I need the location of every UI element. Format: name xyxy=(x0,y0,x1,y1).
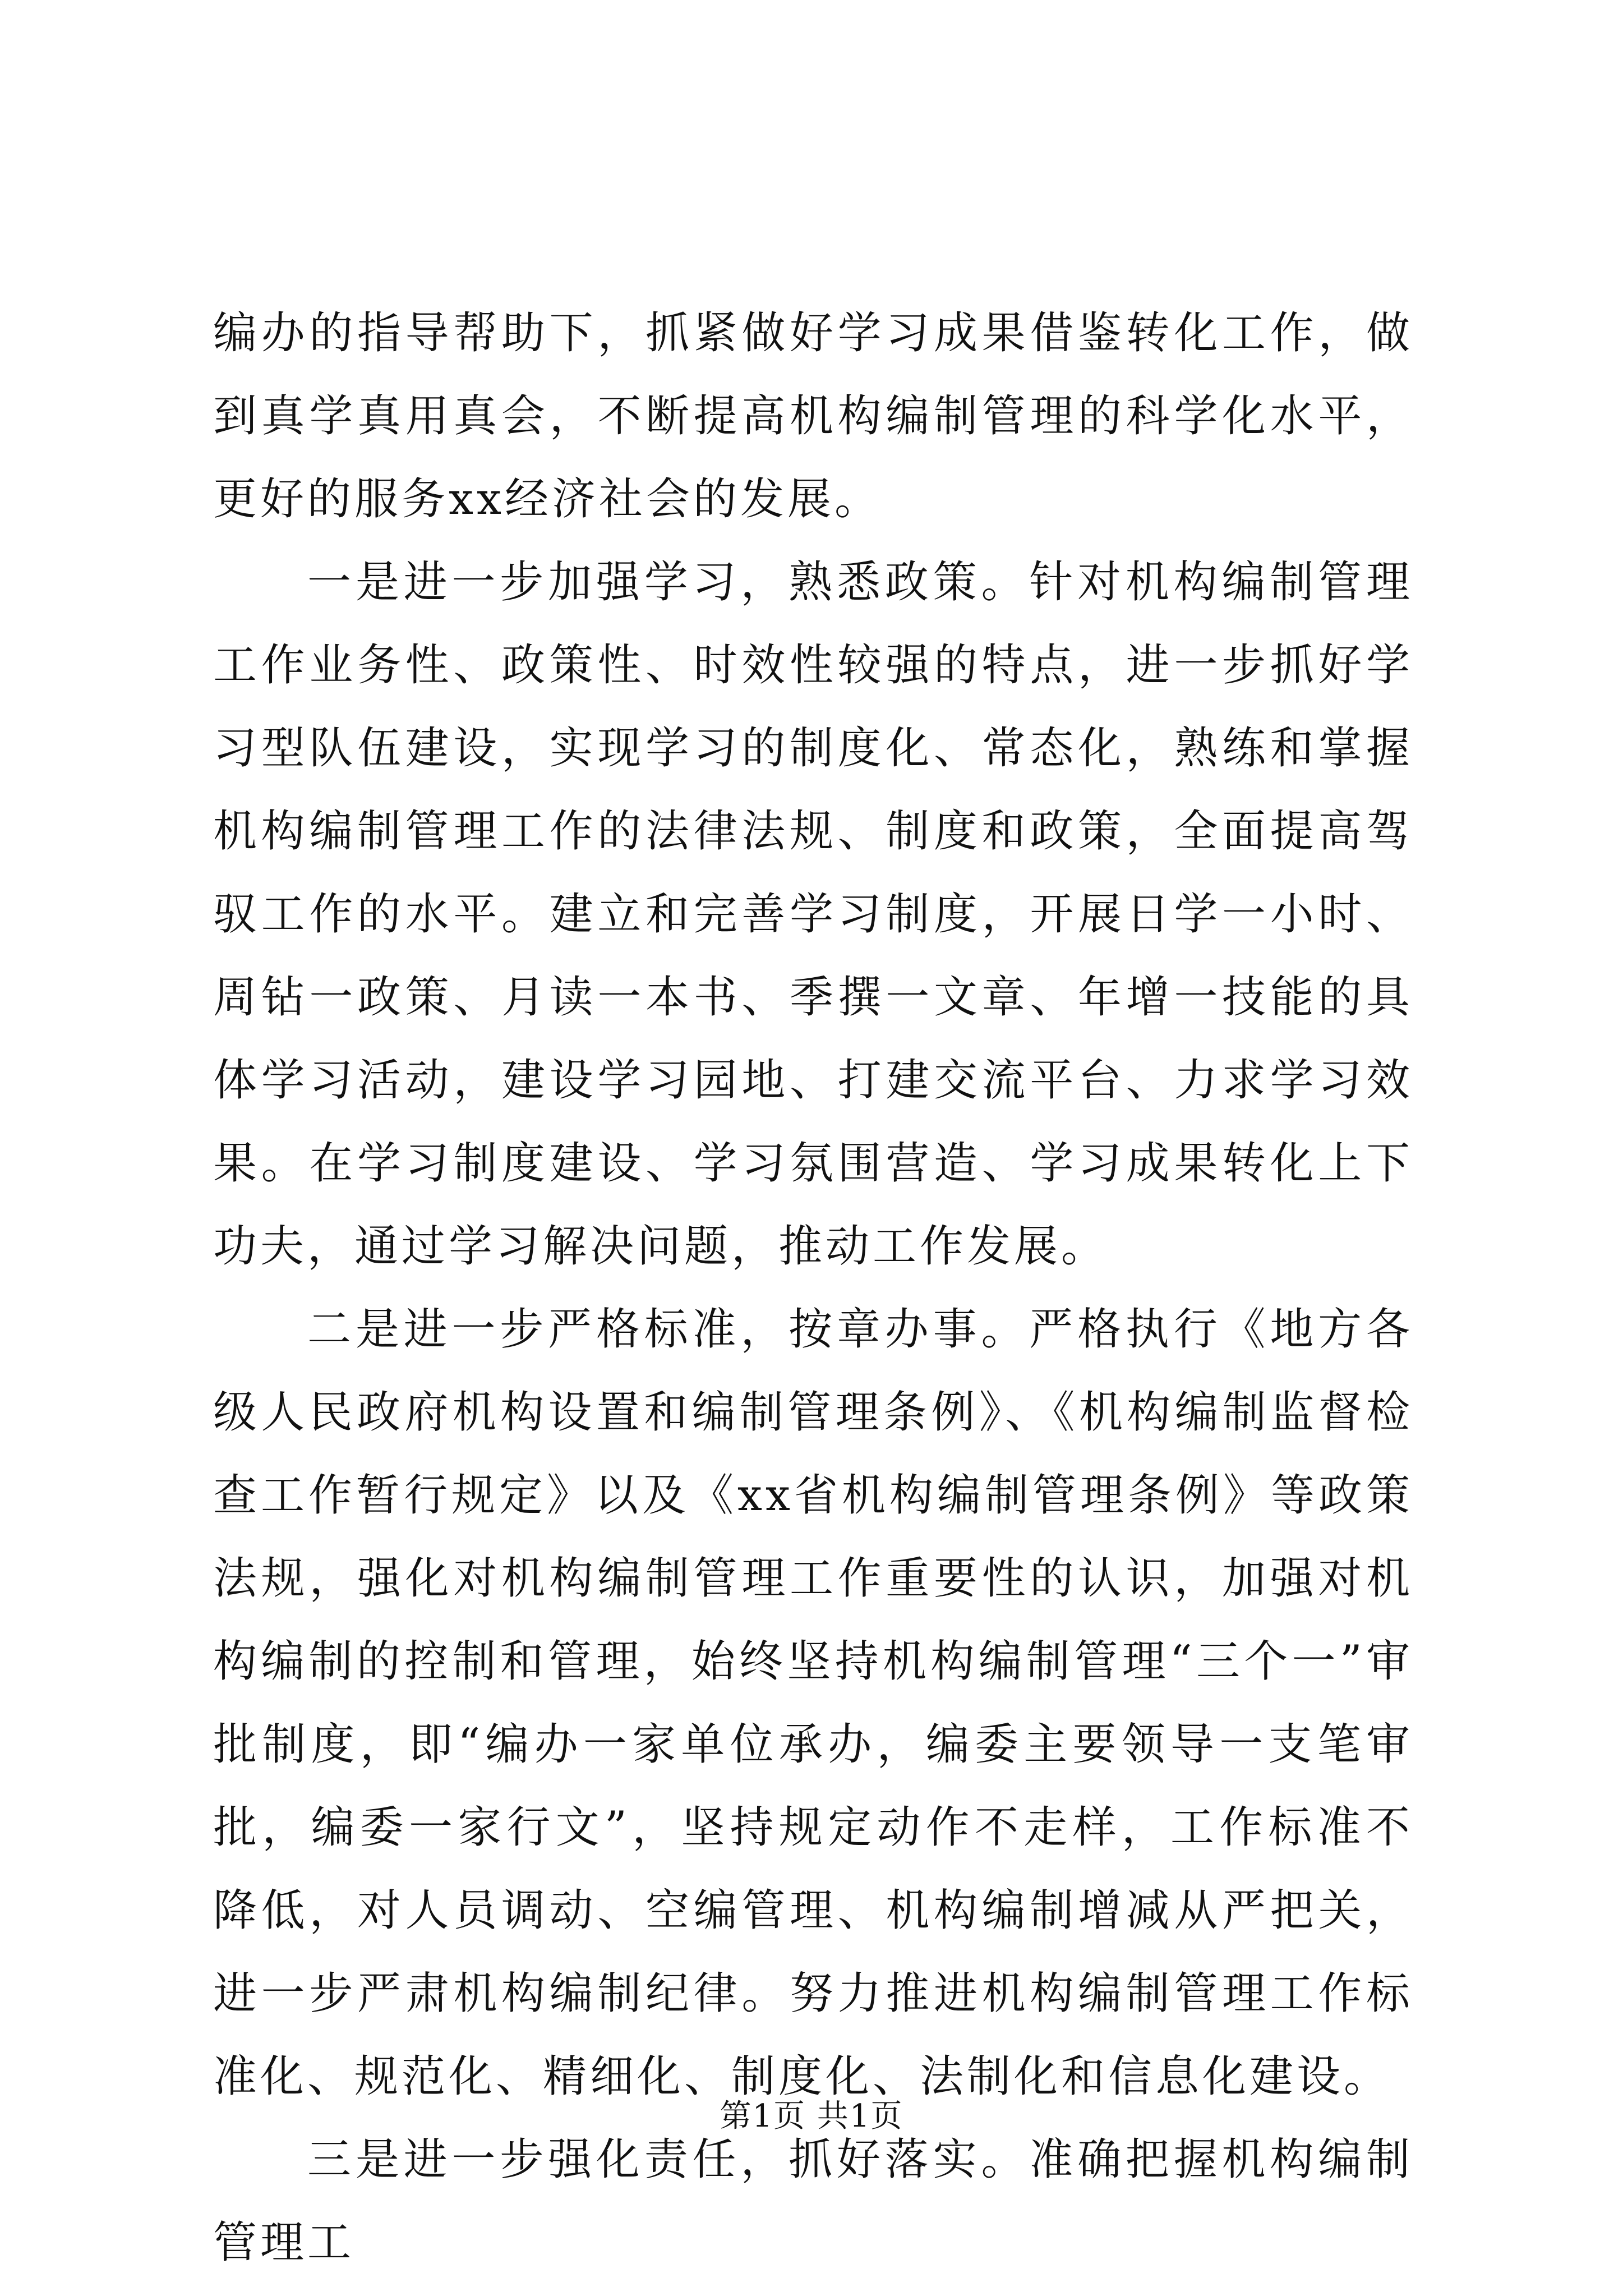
paragraph-point-one: 一是进一步加强学习，熟悉政策。针对机构编制管理工作业务性、政策性、时效性较强的特点，进一步抓好学习型队伍建设，实现学习的制度化、常态化，熟练和掌握机构编制管理工作的法律法规、制度和政策，全面提高驾驭工作的水平。建立和完善学习制度，开展日学一小时、周钻一政策、月读一本书、季撰一文章、年增一技能的具体学习活动，建设学习园地、打建交流平台、力求学习效果。在学习制度建设、学习氛围营造、学习成果转化上下功夫，通过学习解决问题，推动工作发展。 xyxy=(213,557,1413,1272)
document-body xyxy=(213,292,1413,2284)
paragraph-point-two: 二是进一步严格标准，按章办事。严格执行《地方各级人民政府机构设置和编制管理条例》、《机构编制监督检查工作暂行规定》以及《xx省机构编制管理条例》等政策法规，强化对机构编制管理工作重要性的认识，加强对机构编制的控制和管理，始终坚持机构编制管理“三个一”审批制度，即“编办一家单位承办，编委主要领导一支笔审批，编委一家行文”，坚持规定动作不走样，工作标准不降低，对人员调动、空编管理、机构编制增减从严把关，进一步严肃机构编制纪律。努力推进机构编制管理工作标准化、规范化、精细化、制度化、法制化和信息化建设。 xyxy=(213,1304,1413,2102)
paragraph-point-three: 三是进一步强化责任，抓好落实。准确把握机构编制管理工 xyxy=(213,2134,1413,2268)
page-number-label: 第1页 共1页 xyxy=(720,2098,903,2134)
page-footer xyxy=(0,2097,1623,2136)
paragraph-continuation: 编办的指导帮助下，抓紧做好学习成果借鉴转化工作，做到真学真用真会，不断提高机构编制管理的科学化水平，更好的服务xx经济社会的发展。 xyxy=(213,308,1413,524)
